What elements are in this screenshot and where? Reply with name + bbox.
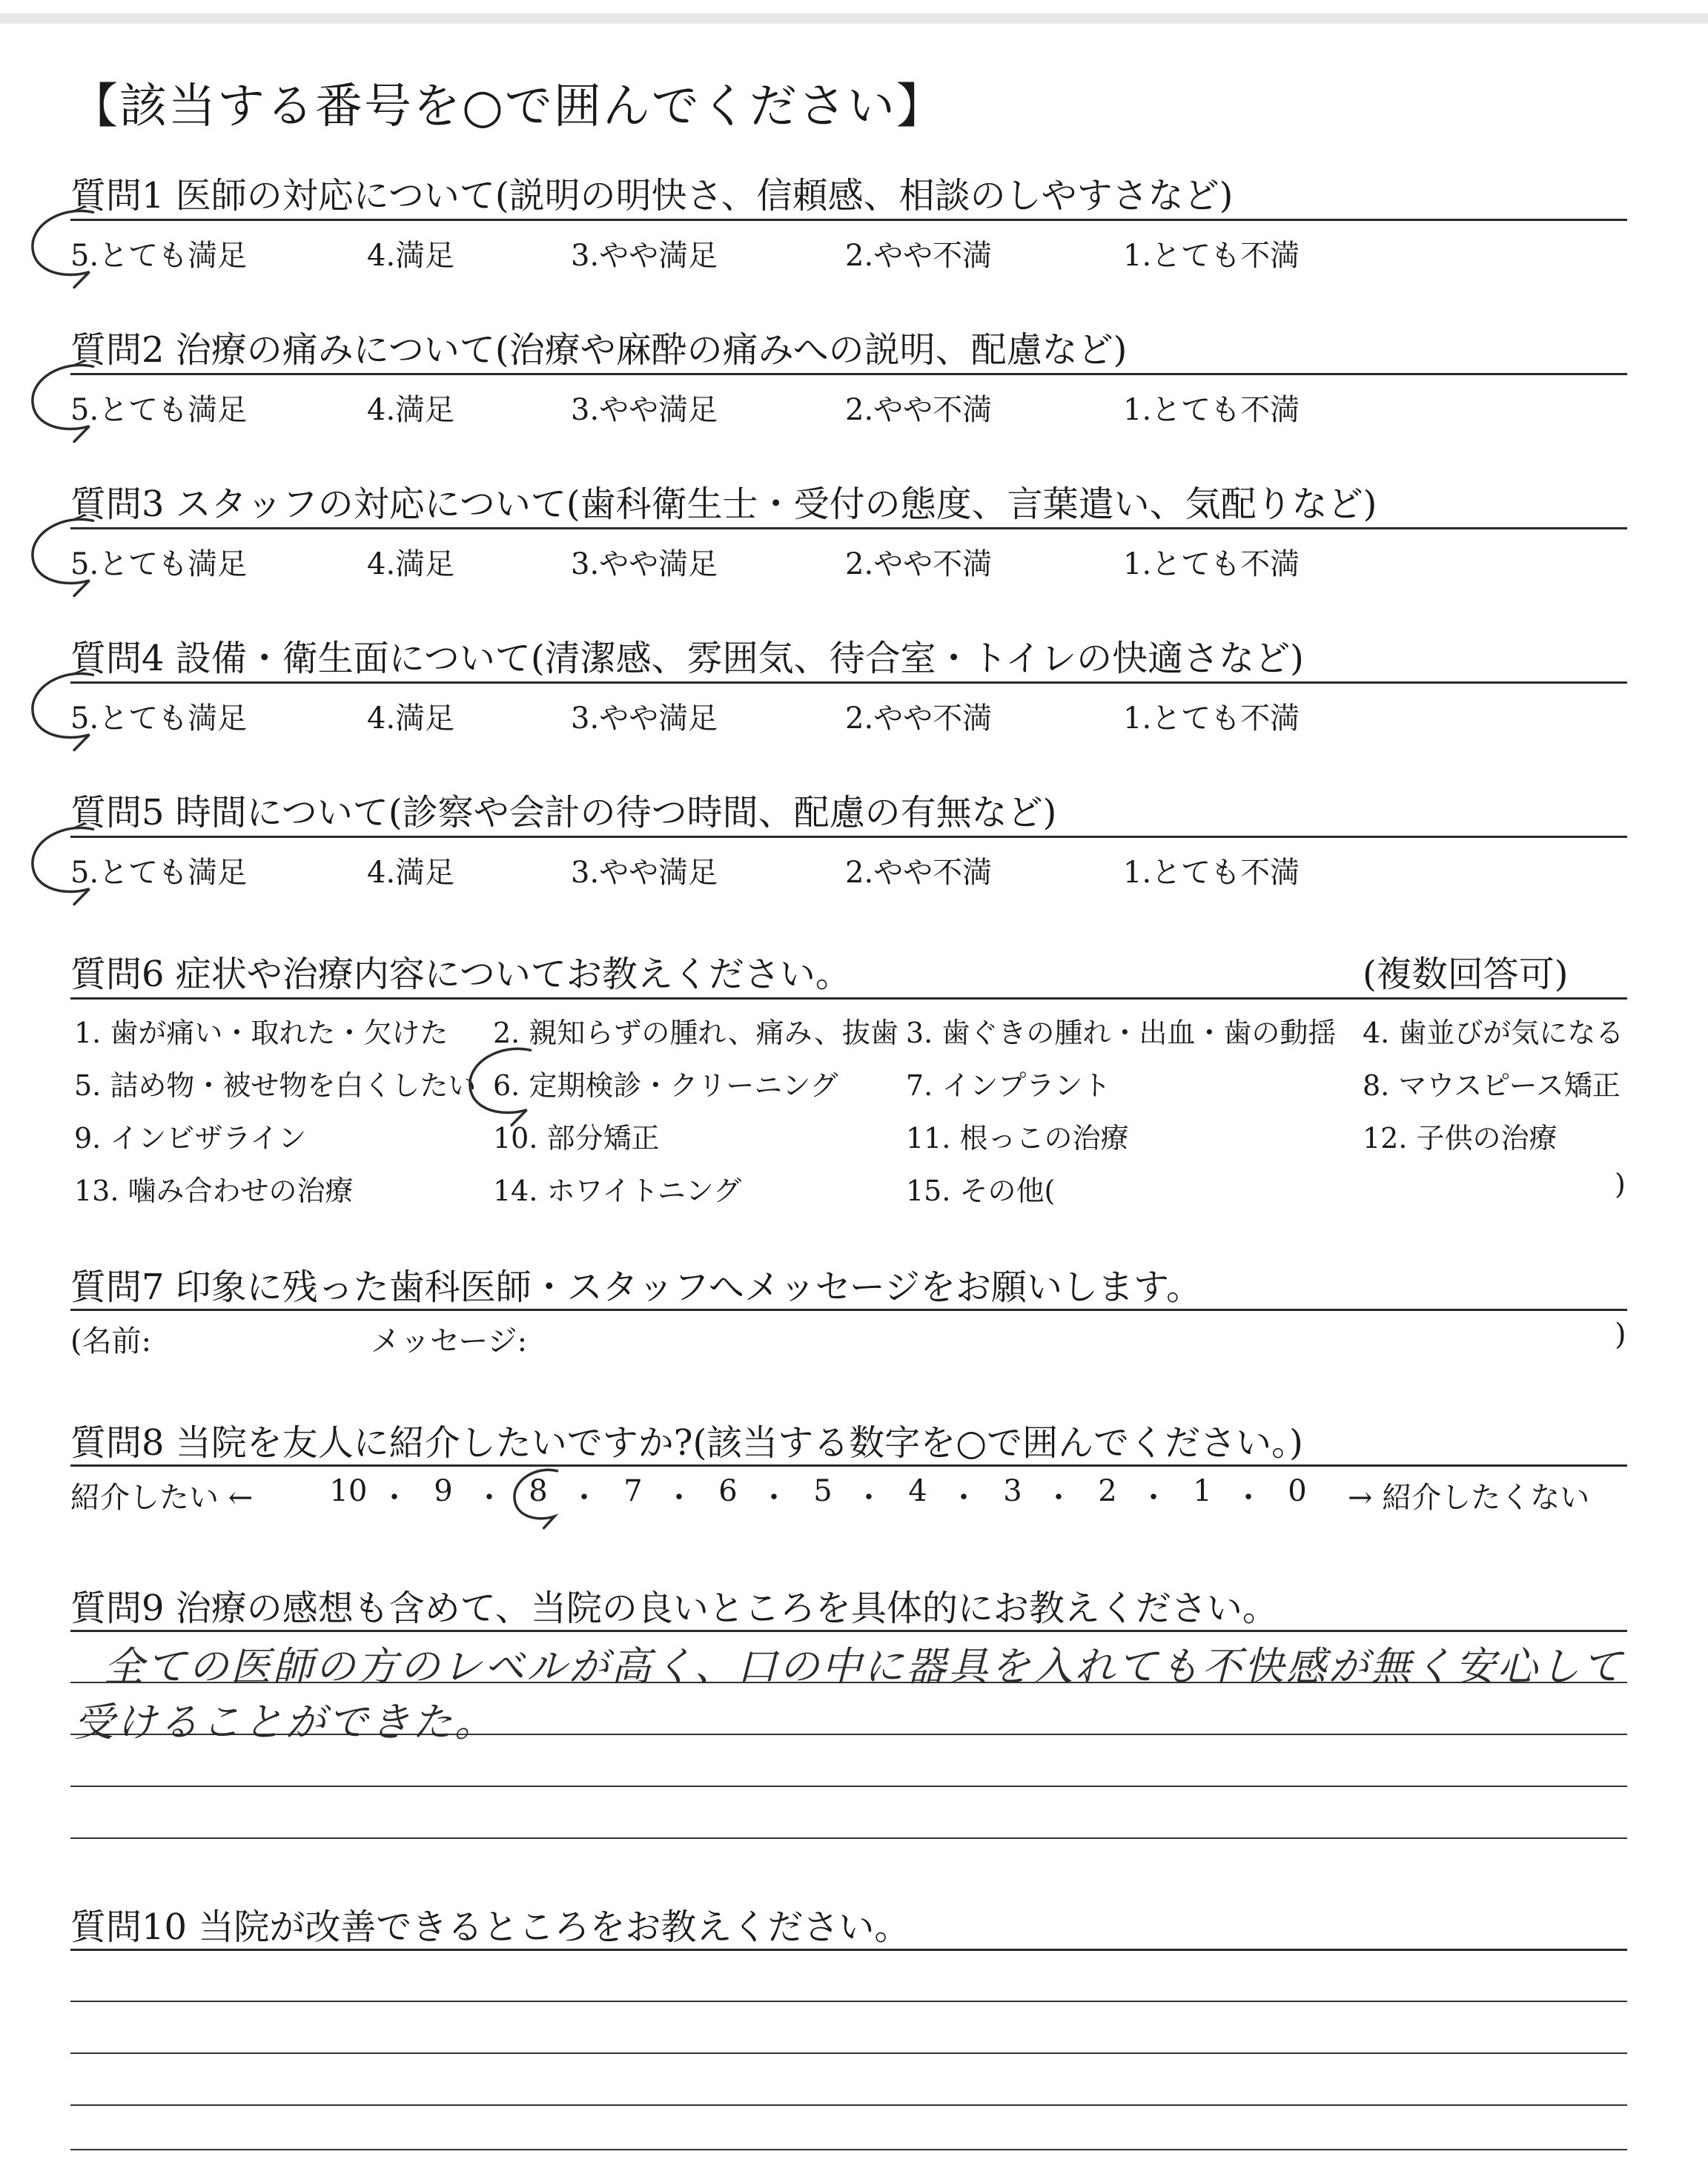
rating-option: 4.満足 <box>367 547 455 581</box>
q6-item: 11. 根っこの治療 <box>906 1122 1129 1155</box>
q6-item: 15. その他( <box>906 1175 1056 1207</box>
q6-item: 12. 子供の治療 <box>1363 1122 1558 1155</box>
rating-option: 3.やや満足 <box>571 239 718 273</box>
q10-answer-line <box>70 2052 1627 2054</box>
rating-option: 2.やや不満 <box>845 393 993 427</box>
q7-message-label: メッセージ: <box>371 1324 528 1358</box>
rating-option: 4.満足 <box>367 856 455 890</box>
question-title: 質問1 医師の対応について(説明の明快さ、信頼感、相談のしやすさなど) <box>70 175 1234 217</box>
q7-close: ) <box>1615 1318 1626 1352</box>
q8-scale-number: 10 <box>329 1474 368 1508</box>
q8-scale-number: 9 <box>434 1474 453 1508</box>
q7-rule <box>70 1309 1627 1311</box>
q8-scale-separator: ・ <box>1139 1481 1168 1515</box>
question-rule <box>70 219 1627 221</box>
q8-scale-number: 3 <box>1003 1474 1022 1508</box>
rating-option: 5.とても満足 <box>70 701 248 736</box>
q10-rule <box>70 1949 1627 1951</box>
question-rule <box>70 681 1627 684</box>
rating-option: 5.とても満足 <box>70 393 248 427</box>
q8-rule <box>70 1464 1627 1467</box>
q10-answer-line <box>70 2104 1627 2106</box>
q8-scale-number: 2 <box>1098 1474 1117 1508</box>
q6-item: 2. 親知らずの腫れ、痛み、抜歯 <box>493 1017 898 1049</box>
q6-rule <box>70 997 1627 1000</box>
q8-title: 質問8 当院を友人に紹介したいですか?(該当する数字を○で囲んでください。) <box>70 1422 1303 1464</box>
q6-item: 4. 歯並びが気になる <box>1363 1017 1624 1049</box>
page-heading: 【該当する番号を○で囲んでください】 <box>70 79 945 134</box>
q6-note: (複数回答可) <box>1363 954 1569 995</box>
question-title: 質問2 治療の痛みについて(治療や麻酔の痛みへの説明、配慮など) <box>70 329 1128 371</box>
q9-title: 質問9 治療の感想も含めて、当院の良いところを具体的にお教えください。 <box>70 1588 1278 1629</box>
q6-selection-circle <box>467 1046 549 1120</box>
q9-rule <box>70 1630 1627 1632</box>
rating-option: 1.とても不満 <box>1123 393 1300 427</box>
q8-scale-separator: ・ <box>1234 1481 1263 1515</box>
rating-selection-circle <box>30 670 111 744</box>
rating-option: 1.とても不満 <box>1123 701 1300 736</box>
q8-scale-number: 4 <box>908 1474 927 1508</box>
q8-scale-separator: ・ <box>949 1481 979 1515</box>
question-title: 質問3 スタッフの対応について(歯科衛生士・受付の態度、言葉遣い、気配りなど) <box>70 483 1377 525</box>
rating-option: 3.やや満足 <box>571 701 718 736</box>
question-rule <box>70 373 1627 375</box>
q8-scale-separator: ・ <box>664 1481 694 1515</box>
q6-item: 14. ホワイトニング <box>493 1175 742 1207</box>
q6-item: 5. 詰め物・被せ物を白くしたい <box>74 1069 477 1102</box>
q8-scale-separator: ・ <box>569 1481 599 1515</box>
q8-left-label: 紹介したい ← <box>70 1481 254 1515</box>
question-title: 質問5 時間について(診察や会計の待つ時間、配慮の有無など) <box>70 792 1057 833</box>
q9-answer-text: 全ての医師の方のレベルが高く、口の中に器具を入れても不快感が無く安心して <box>104 1643 1624 1690</box>
rating-selection-circle <box>30 825 111 899</box>
rating-option: 1.とても不満 <box>1123 856 1300 890</box>
rating-option: 3.やや満足 <box>571 393 718 427</box>
rating-option: 2.やや不満 <box>845 547 993 581</box>
rating-option: 3.やや満足 <box>571 856 718 890</box>
q7-title: 質問7 印象に残った歯科医師・スタッフへメッセージをお願いします。 <box>70 1266 1202 1308</box>
q8-scale-number: 8 <box>529 1474 548 1508</box>
q8-right-label: → 紹介したくない <box>1348 1481 1590 1515</box>
q8-selection-circle <box>512 1467 571 1525</box>
q8-scale-number: 5 <box>813 1474 833 1508</box>
q8-scale-number: 0 <box>1288 1474 1307 1508</box>
q8-scale-separator: ・ <box>1044 1481 1073 1515</box>
q9-answer-text: 受けることができた。 <box>74 1699 497 1745</box>
q6-other-close: ) <box>1615 1168 1626 1200</box>
rating-option: 2.やや不満 <box>845 239 993 273</box>
q10-answer-line <box>70 2149 1627 2150</box>
q6-item: 10. 部分矯正 <box>493 1122 660 1155</box>
q8-scale-separator: ・ <box>380 1481 409 1515</box>
q8-scale-separator: ・ <box>854 1481 884 1515</box>
q9-answer-line <box>70 1786 1627 1787</box>
question-title: 質問4 設備・衛生面について(清潔感、雰囲気、待合室・トイレの快適さなど) <box>70 638 1304 679</box>
rating-option: 5.とても満足 <box>70 856 248 890</box>
q6-item: 3. 歯ぐきの腫れ・出血・歯の動揺 <box>906 1017 1337 1049</box>
q7-name-label: (名前: <box>70 1324 152 1358</box>
q6-item: 1. 歯が痛い・取れた・欠けた <box>74 1017 448 1049</box>
rating-option: 3.やや満足 <box>571 547 718 581</box>
question-rule <box>70 836 1627 838</box>
rating-selection-circle <box>30 362 111 436</box>
q6-item: 9. インビザライン <box>74 1122 307 1155</box>
q8-scale-number: 6 <box>718 1474 738 1508</box>
rating-selection-circle <box>30 516 111 590</box>
q6-title: 質問6 症状や治療内容についてお教えください。 <box>70 954 851 995</box>
q6-item: 8. マウスピース矯正 <box>1363 1069 1621 1102</box>
scan-top-edge <box>0 13 1708 24</box>
rating-option: 4.満足 <box>367 393 455 427</box>
rating-option: 4.満足 <box>367 239 455 273</box>
q6-item: 7. インプラント <box>906 1069 1111 1102</box>
q10-answer-line <box>70 2001 1627 2002</box>
q8-scale-number: 1 <box>1193 1474 1212 1508</box>
q6-item: 13. 噛み合わせの治療 <box>74 1175 354 1207</box>
q10-title: 質問10 当院が改善できるところをお教えください。 <box>70 1906 910 1948</box>
q8-scale-separator: ・ <box>474 1481 504 1515</box>
rating-option: 5.とても満足 <box>70 547 248 581</box>
rating-option: 4.満足 <box>367 701 455 736</box>
q8-scale-separator: ・ <box>759 1481 789 1515</box>
rating-option: 1.とても不満 <box>1123 547 1300 581</box>
q8-scale-number: 7 <box>623 1474 643 1508</box>
question-rule <box>70 527 1627 529</box>
rating-selection-circle <box>30 208 111 282</box>
q9-answer-line <box>70 1837 1627 1839</box>
rating-option: 1.とても不満 <box>1123 239 1300 273</box>
rating-option: 5.とても満足 <box>70 239 248 273</box>
q6-item: 6. 定期検診・クリーニング <box>493 1069 838 1102</box>
rating-option: 2.やや不満 <box>845 856 993 890</box>
rating-option: 2.やや不満 <box>845 701 993 736</box>
